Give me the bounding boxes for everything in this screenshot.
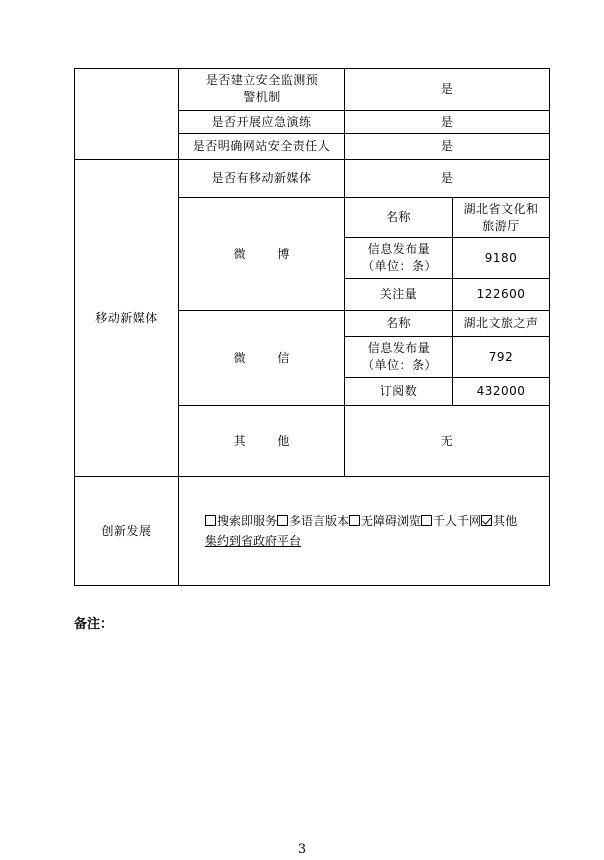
- weibo-followers-label: 关注量: [379, 287, 418, 301]
- monitor-label: 是否建立安全监测预警机制: [205, 73, 319, 104]
- wechat-subscribers-label: 订阅数: [379, 384, 418, 398]
- other-media-value: 无: [440, 433, 454, 448]
- other-detail: 集约到省政府平台: [205, 534, 302, 548]
- weibo-label: 微 博: [233, 246, 304, 261]
- innovation-options: [205, 511, 550, 551]
- weibo-name-label: 名称: [385, 210, 411, 224]
- checkbox-search-service[interactable]: [205, 515, 216, 526]
- checkbox-multilingual[interactable]: [277, 515, 288, 526]
- option-accessibility[interactable]: 无障碍浏览: [349, 514, 421, 528]
- page-number: 3: [297, 842, 307, 857]
- option-multilingual[interactable]: 多语言版本: [277, 514, 349, 528]
- option-personalized[interactable]: 千人千网: [421, 514, 481, 528]
- wechat-posts-value: 792: [488, 349, 514, 364]
- option-other[interactable]: 其他: [481, 514, 517, 528]
- responsible-value: 是: [440, 139, 454, 153]
- other-media-label: 其 他: [233, 433, 304, 448]
- drill-label: 是否开展应急演练: [211, 114, 312, 129]
- wechat-posts-label: 信息发布量（单位：条）: [362, 341, 438, 372]
- innovation-section-label: 创新发展: [101, 523, 152, 538]
- wechat-name-label: 名称: [385, 316, 411, 330]
- remark-label: 备注：: [74, 617, 114, 632]
- responsible-label: 是否明确网站安全责任人: [192, 139, 331, 153]
- weibo-posts-label: 信息发布量（单位：条）: [362, 242, 438, 273]
- wechat-label: 微 信: [233, 350, 304, 365]
- checkbox-personalized[interactable]: [421, 515, 432, 526]
- checkbox-other-checked[interactable]: [481, 515, 492, 526]
- option-search-service[interactable]: 搜索即服务: [205, 514, 277, 528]
- drill-value: 是: [440, 114, 454, 129]
- weibo-followers-value: 122600: [476, 287, 526, 301]
- monitor-value: 是: [440, 81, 454, 96]
- weibo-posts-value: 9180: [484, 250, 518, 265]
- has-mobile-value: 是: [440, 171, 454, 185]
- has-mobile-label: 是否有移动新媒体: [211, 171, 312, 185]
- weibo-name-value: 湖北省文化和旅游厅: [463, 201, 539, 233]
- checkbox-accessibility[interactable]: [349, 515, 360, 526]
- mobile-section-label: 移动新媒体: [95, 310, 158, 325]
- wechat-name-value: 湖北文旅之声: [463, 316, 539, 330]
- wechat-subscribers-value: 432000: [476, 384, 526, 398]
